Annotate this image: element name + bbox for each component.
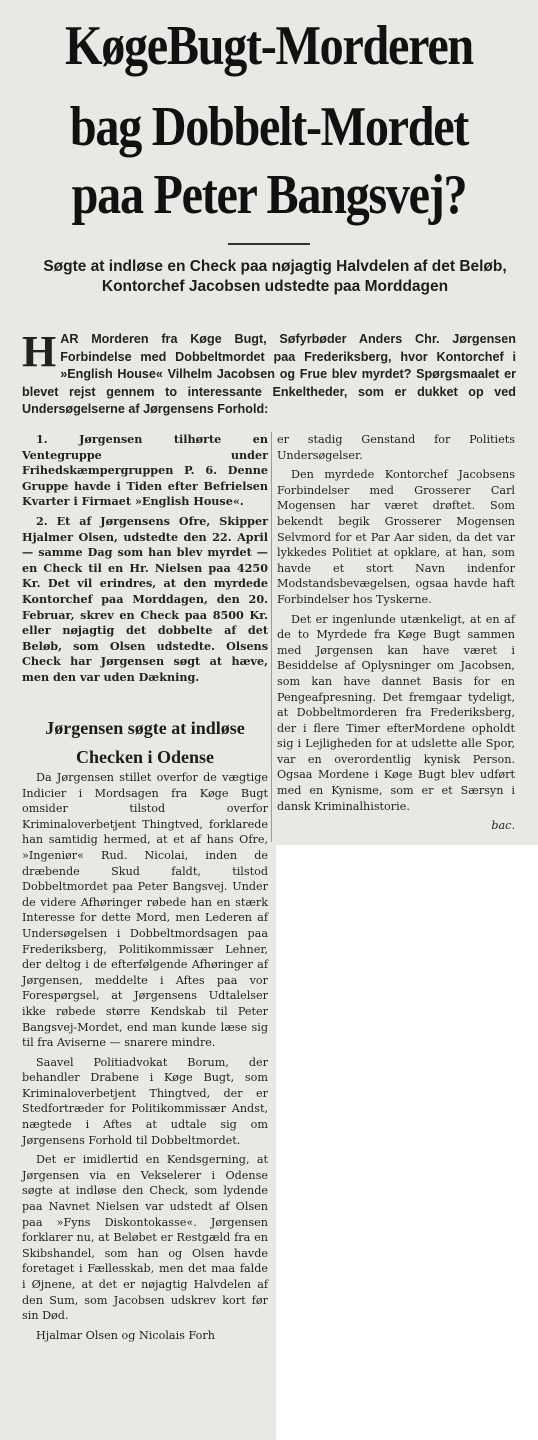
right-column [277,432,515,838]
body-paragraph: Saavel Politiadvokat Borum, der behandler Drabene i Køge Bugt, som Kriminaloverbetjent Thingtved, der er Stedfortræder for Politikommissær Andst, nægtede i Aftes at udtale sig om Jørgensens Forhold til Dobbeltmordet. [22,1055,268,1147]
blank-margin [276,845,538,1440]
body-paragraph: er stadig Genstand for Politiets Undersøgelser. [277,433,515,462]
subheadline: Søgte at indløse en Check paa nøjagtig Halvdelen af det Beløb, Kontorchef Jacobsen udstedte paa Morddagen [43,258,507,295]
author-signature: bac. [491,819,515,833]
point-2-paragraph: 2. Et af Jørgensens Ofre, Skipper Hjalmer Olsen, udstedte den 22. April — samme Dag som han blev myrdet — en Check til en Hr. Nielsen paa 4250 Kr. Det vil erindres, at den myrdede Kontorchef paa Morddagen, den 20. Februar, skrev en Check paa 8500 Kr. eller nøjagtig det dobbelte af det Beløb, som Olsen udstedte. Olsens Check har Jørgensen søgt at hæve, men den var uden Dækning. [22,513,268,684]
intro-paragraph [22,327,516,419]
drop-cap: H [22,327,57,376]
crosshead-line-2: Checken i Odense [75,747,214,767]
body-paragraph: Den myrdede Kontorchef Jacobsens Forbindelser med Grosserer Carl Mogensen har været drøftet. Som bekendt begik Grosserer Mogensen Selvmord for et Par Aar siden, da det var lykkedes Politiet at opklare, at han, som havde et stort Navn indenfor Modstandsbevægelsen, ogsaa havde haft Forbindelser hos Tyskerne. [277,468,515,606]
point-1-paragraph: 1. Jørgensen tilhørte en Ventegruppe under Frihedskæmpergruppen P. 6. Denne Gruppe havde i Tiden efter Befrielsen Kvarter i Firmaet »English House«. [22,432,268,509]
body-paragraph: Det er imidlertid en Kendsgerning, at Jørgensen via en Vekselerer i Odense søgte at indløse den Check, som lydende paa Navnet Nielsen var udstedt af Olsen paa »Fyns Diskontokasse«. Jørgensen forklarer nu, at Beløbet er Restgæld fra en Skibshandel, som han og Olsen havde foretaget i Fællesskab, men det maa falde i Øjnene, at det er nøjagtig Halvdelen af den Sum, som Jacobsen udskrev kort før sin Død. [22,1153,268,1323]
crosshead-line-1: Jørgensen søgte at indløse [45,718,245,738]
headline-line-1: KøgeBugt-Morderen [65,15,473,77]
body-paragraph-cut: Hjalmar Olsen og Nicolais Forh [36,1328,215,1342]
headline-line-3: paa Peter Bangsvej? [71,164,467,226]
headline-rule [228,243,310,245]
body-paragraph: Da Jørgensen stillet overfor de vægtige Indicier i Mordsagen fra Køge Bugt omsider tilstod overfor Kriminaloverbetjent Thingtved, forklarede han samtidig hermed, at et af hans Ofre, »Ingeniør« Rud. Nicolai, inden de dræbende Skud faldt, tilstod Dobbeltmordet paa Peter Bangsvej. Under de videre Afhøringer røbede han en stærk Interesse for dette Mord, men Lederen af Undersøgelsen i Dobbeltmordsagen paa Frederiksberg, Politikommissær Lehner, der deltog i de efterfølgende Afhøringer af Jørgensen, meddelte i Aftes paa vor Forespørgsel, at Jørgensens Udtalelser ikke røbede større Kendskab til Peter Bangsvej-Mordet, end man kunde læse sig til fra Aviserne — snarere mindre. [22,771,268,1050]
left-column-bottom [22,770,268,1347]
body-paragraph: Det er ingenlunde utænkeligt, at en af de to Myrdede fra Køge Bugt sammen med Jørgensen kan have været i Besiddelse af Oplysninger om Jacobsen, som kan have dannet Basis for en Pengeafpresning. Det fremgaar tydeligt, at Dobbeltmorderen fra Frederiksberg, der i flere Timer efterMordene opholdt sig i Lejligheden for at udslette alle Spor, var en overordentlig kynisk Person. Ogsaa Mordene i Køge Bugt blev udført med en Kynisme, som er et Særsyn i dansk Kriminalhistorie. [277,612,515,813]
left-column-top [22,432,268,690]
intro-text: AR Morderen fra Køge Bugt, Søfyrbøder Anders Chr. Jørgensen Forbindelse med Dobbeltmordet paa Frederiksberg, hvor Kontorchef i »English House« Vilhelm Jacobsen og Frue blev myrdet? Spørgsmaalet er blevet rejst gennem to interessante Enkeltheder, som er dukket op ved Undersøgelserne af Jørgensens Forhold: [22,332,516,417]
headline-line-2: bag Dobbelt-Mordet [69,96,469,158]
column-divider [271,432,272,842]
